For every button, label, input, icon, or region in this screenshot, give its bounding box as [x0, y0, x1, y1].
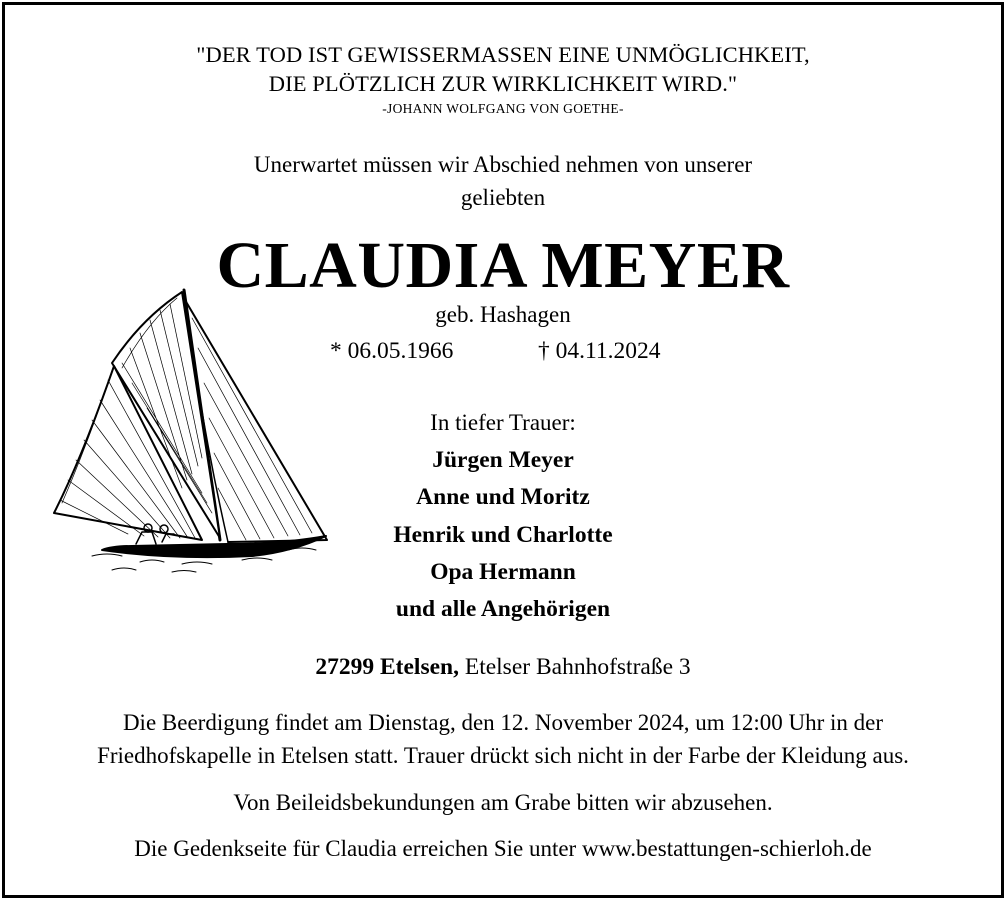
intro-line-2: geliebten [460, 185, 546, 210]
funeral-line-2: Friedhofskapelle in Etelsen statt. Trauer drückt sich nicht in der Farbe der Kleidung aus. [97, 743, 909, 768]
deceased-name: CLAUDIA MEYER [216, 229, 790, 302]
memorial-page-text: Die Gedenkseite für Claudia erreichen Sie unter www.bestattungen-schierloh.de [134, 836, 872, 861]
sailboat-icon [52, 288, 334, 578]
quote-author: -JOHANN WOLFGANG VON GOETHE- [382, 101, 624, 116]
quote-line-1: "DER TOD IST GEWISSERMASSEN EINE UNMÖGLICHKEIT, [196, 42, 810, 67]
quote-block [0, 40, 1006, 98]
quote-line-2: DIE PLÖTZLICH ZUR WIRKLICHKEIT WIRD." [268, 71, 738, 96]
birth-date: * 06.05.1966 [330, 338, 454, 364]
mourner-name: und alle Angehörigen [395, 596, 611, 623]
mourner-name: Opa Hermann [430, 558, 576, 585]
funeral-line-1: Die Beerdigung findet am Dienstag, den 12. November 2024, um 12:00 Uhr in der [122, 710, 884, 735]
intro-text [0, 148, 1006, 214]
mourner-name: Anne und Moritz [416, 484, 590, 511]
address-street: Etelser Bahnhofstraße 3 [464, 654, 691, 680]
mourner-name: Jürgen Meyer [432, 447, 574, 473]
mourner-name: Henrik und Charlotte [393, 521, 613, 548]
condolence-note: Von Beileidsbekundungen am Grabe bitten wir abzusehen. [233, 790, 773, 815]
death-date: † 04.11.2024 [538, 338, 661, 364]
funeral-info [0, 706, 1006, 772]
mourning-heading: In tiefer Trauer: [430, 410, 576, 435]
intro-line-1: Unerwartet müssen wir Abschied nehmen von unserer [253, 152, 753, 177]
address-city: 27299 Etelsen, [315, 654, 459, 680]
birth-name: geb. Hashagen [435, 302, 571, 327]
address [0, 654, 1006, 681]
